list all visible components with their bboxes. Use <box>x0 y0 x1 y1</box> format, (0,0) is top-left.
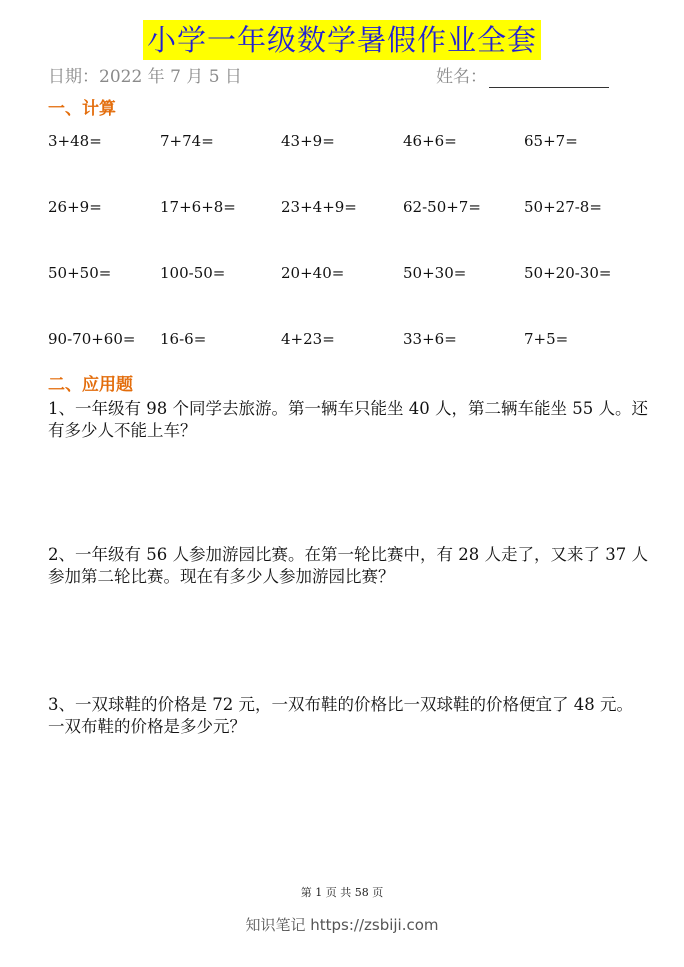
calc-item: 7+74= <box>160 132 214 150</box>
calc-item: 16-6= <box>160 330 207 348</box>
calc-item: 33+6= <box>403 330 457 348</box>
word-problem-1: 1、一年级有 98 个同学去旅游。第一辆车只能坐 40 人，第二辆车能坐 55 人。还有多少人不能上车？ <box>48 399 648 440</box>
calc-item: 4+23= <box>281 330 335 348</box>
calc-row <box>48 197 668 263</box>
calc-item: 26+9= <box>48 198 102 216</box>
calc-row <box>48 329 668 395</box>
calc-row <box>48 131 668 197</box>
name-field <box>436 66 609 88</box>
calc-item: 3+48= <box>48 132 102 150</box>
calc-item: 17+6+8= <box>160 198 236 216</box>
calc-item: 50+27-8= <box>524 198 602 216</box>
calc-item: 20+40= <box>281 264 345 282</box>
calc-item: 43+9= <box>281 132 335 150</box>
page-title: 小学一年级数学暑假作业全套 <box>143 20 541 60</box>
watermark: 知识笔记 https://zsbiji.com <box>245 916 439 934</box>
section-title-word-problems: 二、应用题 <box>48 375 133 395</box>
word-problem-2: 2、一年级有 56 人参加游园比赛。在第一轮比赛中，有 28 人走了，又来了 37 人参加第二轮比赛。现在有多少人参加游园比赛？ <box>48 545 648 586</box>
calc-item: 100-50= <box>160 264 226 282</box>
calc-item: 50+20-30= <box>524 264 612 282</box>
name-label: 姓名： <box>436 67 487 87</box>
name-blank-line <box>489 69 609 88</box>
date-label: 日期：2022 年 7 月 5 日 <box>48 67 242 87</box>
word-problem-3: 3、一双球鞋的价格是 72 元，一双布鞋的价格比一双球鞋的价格便宜了 48 元。一双布鞋的价格是多少元？ <box>48 695 633 736</box>
calc-item: 50+50= <box>48 264 112 282</box>
calc-row <box>48 263 668 329</box>
calc-item: 90-70+60= <box>48 330 136 348</box>
section-title-calculation: 一、计算 <box>48 99 116 119</box>
page-number: 第 1 页 共 58 页 <box>300 886 384 899</box>
calc-item: 50+30= <box>403 264 467 282</box>
calc-item: 62-50+7= <box>403 198 481 216</box>
title-container <box>0 20 684 60</box>
calc-item: 7+5= <box>524 330 569 348</box>
calc-item: 23+4+9= <box>281 198 357 216</box>
calc-item: 65+7= <box>524 132 578 150</box>
calculation-grid <box>48 131 668 395</box>
calc-item: 46+6= <box>403 132 457 150</box>
